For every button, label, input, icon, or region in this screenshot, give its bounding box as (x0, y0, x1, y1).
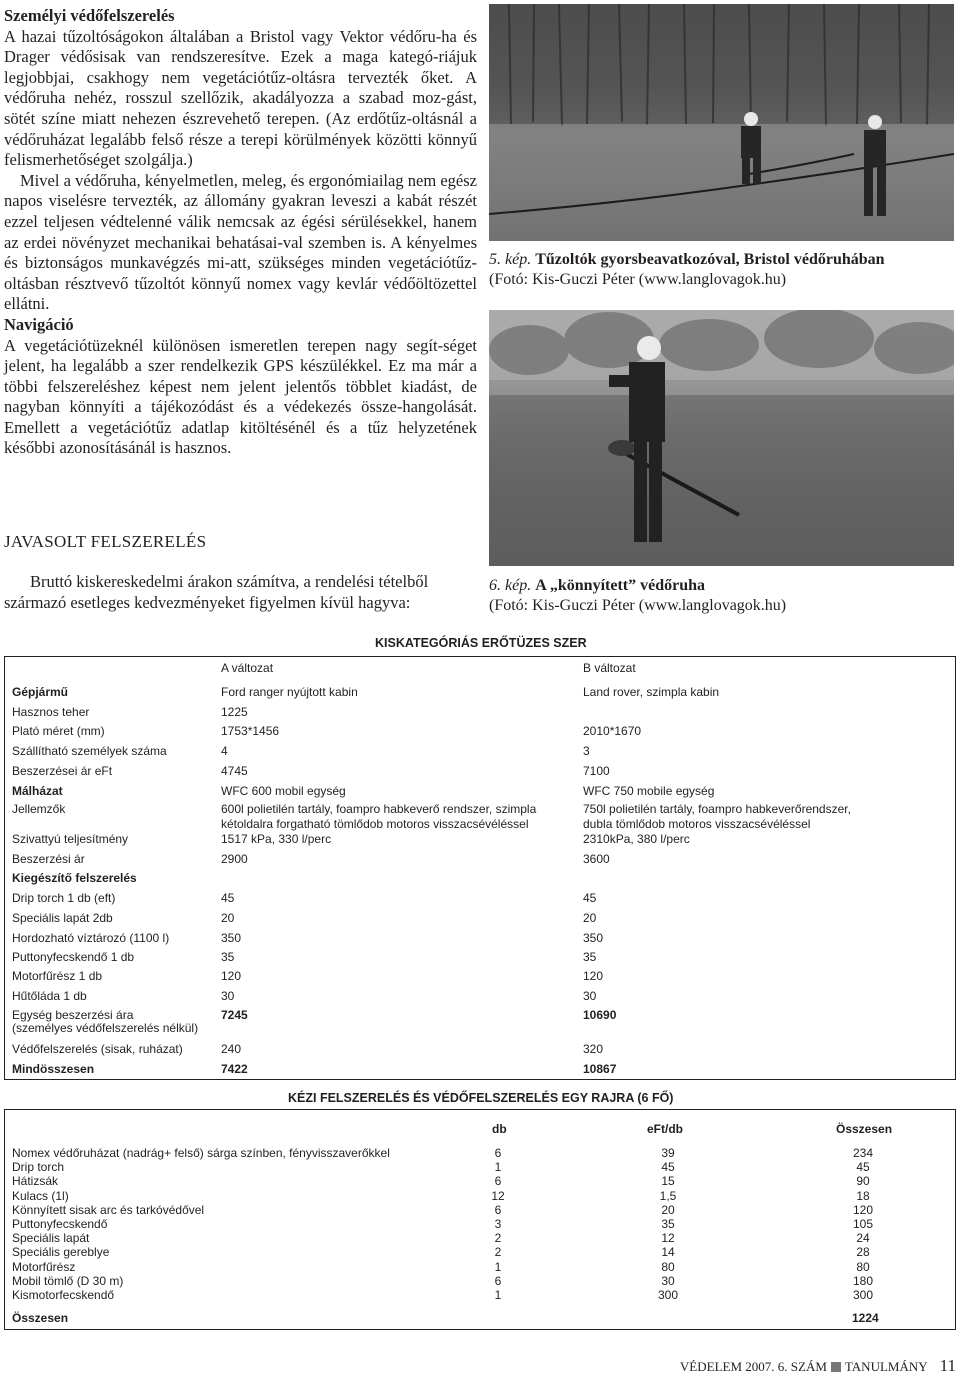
item-quantity: 6 (494, 1273, 502, 1288)
journal-issue: VÉDELEM 2007. 6. SZÁM (679, 1359, 827, 1374)
item-name: Puttonyfecskendő (12, 1217, 108, 1231)
row-label: Speciális lapát 2db (12, 911, 113, 925)
square-icon (831, 1362, 841, 1372)
item-unit-price: 35 (661, 1217, 675, 1231)
row-label: Hűtőláda 1 db (12, 989, 87, 1003)
cell-variant-b: WFC 750 mobile egység (583, 784, 715, 798)
cell-variant-a: 7245 (221, 1008, 248, 1022)
row-label: Hordozható víztározó (1100 l) (12, 931, 170, 945)
cell-variant-a: 4 (221, 744, 228, 758)
item-total: 234 (852, 1146, 874, 1160)
item-total: 80 (856, 1259, 870, 1274)
item-total: 18 (856, 1188, 870, 1203)
item-quantity: 2 (494, 1245, 502, 1260)
item-name: Nomex védőruházat (nadrág+ felső) sárga színben, fényvisszaverőkkel (12, 1146, 390, 1160)
cell-variant-b: 3600 (583, 852, 610, 866)
caption-number: 6. kép. (489, 577, 532, 594)
item-total: 90 (856, 1174, 870, 1189)
item-name: Speciális gereblye (12, 1245, 110, 1260)
row-label: Puttonyfecskendő 1 db (12, 950, 135, 964)
item-total: 28 (856, 1245, 870, 1260)
item-quantity: 2 (494, 1231, 502, 1246)
item-name: Kismotorfecskendő (12, 1288, 115, 1302)
row-label: Motorfűrész 1 db (12, 969, 103, 983)
item-quantity: 1 (494, 1259, 502, 1274)
item-total: 120 (852, 1202, 874, 1217)
cell-variant-a: 4745 (221, 764, 248, 778)
column-header-b: B változat (583, 661, 636, 675)
item-quantity: 12 (491, 1188, 505, 1203)
item-quantity: 6 (494, 1202, 502, 1217)
row-label: Málházat (12, 784, 63, 798)
caption-title: Tűzoltók gyorsbeavatkozóval, Bristol védőruhában (535, 251, 885, 268)
row-label: Beszerzési ár (12, 852, 85, 866)
cell-variant-a: 45 (221, 891, 235, 905)
caption-number: 5. kép. (489, 251, 532, 268)
column-header-db: db (492, 1122, 507, 1136)
row-label: Mindösszesen (12, 1062, 95, 1076)
item-total: 45 (856, 1160, 870, 1175)
row-label: Hasznos teher (12, 705, 90, 719)
item-name: Mobil tömlő (D 30 m) (12, 1273, 124, 1288)
paragraph: A vegetációtüzeknél különösen ismeretlen terepen nagy segít-séget jelent, ha legalább a szer rendelkezik GPS készülékkel. Ez ma már a többi felszereléshez képest nem jelent jelentős többlet kiadást, de nagyban könnyíti a tájékozódást és a védekezés össze-hangolását. Emellett a vegetációtűz adatlap kitöltésénél és a tűz helyzetének későbbi azonosításánál is hasznos. (4, 335, 477, 458)
column-header-a: A változat (221, 661, 274, 675)
item-name: Hátizsák (12, 1174, 59, 1189)
row-label: Védőfelszerelés (sisak, ruházat) (12, 1042, 183, 1056)
cell-variant-b: 350 (583, 931, 604, 945)
cell-variant-b: 2310kPa, 380 l/perc (583, 832, 690, 846)
section-title: JAVASOLT FELSZERELÉS (4, 532, 207, 551)
column-header-eft: eFt/db (647, 1122, 683, 1136)
cell-variant-a: 20 (221, 911, 235, 925)
item-unit-price: 14 (661, 1245, 675, 1260)
item-unit-price: 20 (661, 1202, 675, 1217)
intro-paragraph: Bruttó kiskereskedelmi árakon számítva, a rendelési tételből származó esetleges kedvezményeket figyelmen kívül hagyva: (4, 572, 429, 612)
cell-variant-a: 30 (221, 989, 235, 1003)
item-unit-price: 15 (661, 1174, 675, 1189)
total-label: Összesen (12, 1311, 69, 1325)
row-label: Kiegészítő felszerelés (12, 871, 137, 885)
row-label: Szállítható személyek száma (12, 744, 167, 758)
cell-variant-a: 35 (221, 950, 235, 964)
row-label: Gépjármű (12, 685, 69, 699)
item-total: 24 (856, 1231, 870, 1246)
cell-variant-a: 350 (221, 931, 242, 945)
cell-variant-b: 320 (583, 1042, 604, 1056)
caption-photo-5 (489, 250, 957, 290)
cell-variant-a: WFC 600 mobil egység (221, 784, 346, 798)
cell-variant-a: 240 (221, 1042, 242, 1056)
total-value: 1224 (852, 1311, 879, 1325)
item-quantity: 6 (494, 1174, 502, 1189)
caption-title: A „könnyített” védőruha (535, 577, 705, 594)
row-label: (személyes védőfelszerelés nélkül) (12, 1021, 199, 1035)
cell-variant-a: 1753*1456 (221, 724, 280, 738)
table1-frame (4, 656, 956, 1080)
cell-variant-a: Ford ranger nyújtott kabin (221, 685, 358, 699)
row-label: Egység beszerzési ára (12, 1008, 134, 1022)
item-total: 105 (852, 1217, 874, 1231)
cell-variant-b: dubla tömlődob motoros visszacsévéléssel (583, 817, 811, 831)
photo-firefighters-hose (489, 4, 954, 241)
cell-variant-a: 120 (221, 969, 242, 983)
cell-variant-a: 7422 (221, 1062, 248, 1076)
cell-variant-b: 750l polietilén tartály, foampro habkeverőrendszer, (583, 802, 851, 816)
item-unit-price: 1,5 (659, 1188, 677, 1203)
section-name: TANULMÁNY (844, 1359, 928, 1374)
cell-variant-b: 45 (583, 891, 597, 905)
caption-credit: (Fotó: Kis-Guczi Péter (www.langlovagok.hu) (489, 597, 787, 614)
item-unit-price: 39 (661, 1146, 675, 1160)
item-total: 180 (852, 1273, 874, 1288)
item-unit-price: 30 (661, 1273, 675, 1288)
item-unit-price: 12 (661, 1231, 675, 1246)
table2-title: KÉZI FELSZERELÉS ÉS VÉDŐFELSZERELÉS EGY RAJRA (6 FŐ) (288, 1091, 674, 1105)
item-quantity: 1 (494, 1288, 502, 1302)
item-name: Speciális lapát (12, 1231, 90, 1246)
item-name: Kulacs (1l) (12, 1188, 69, 1203)
paragraph: A hazai tűzoltóságokon általában a Bristol vagy Vektor védőru-ha és Drager védősisak van rendszeresítve. Ezek a maga kategó-riájuk legjobbjai, csakhogy nem vegetációtűz-oltásra tervezték őket. A védőruha nehéz, rosszul szellőzik, akadályozza a szabad moz-gást, sötét színe miatt nehezen észrevehető terepen. (Az erdőtűz-oltásnál a védőruházat legalább felső része a terepi körülmények közötti könnyű felismerhetőséget szolgálja.) (4, 26, 477, 170)
item-quantity: 1 (494, 1160, 502, 1175)
paragraph: Mivel a védőruha, kényelmetlen, meleg, és ergonómiailag nem egész napos viselésre tervezték, az állomány gyakran leveszi a kabát részét ezzel teljesen védtelenné válik nemcsak az égési sérülésekkel, hanem az erdei növényzet mechanikai behatásai-val szemben is. A kényelmes és biztonságos munkavégzés mi-att, szükséges minden vegetációtűz-oltásban résztvevő tűzoltót könnyű nomex vagy kevlár védőöltözettel ellátni. (4, 170, 477, 314)
heading-personal-protective: Személyi védőfelszerelés (4, 6, 175, 25)
cell-variant-b: 3 (583, 744, 590, 758)
cell-variant-a: kétoldalra forgatható tömlődob motoros visszacsévéléssel (221, 817, 529, 831)
table1-title: KISKATEGÓRIÁS ERŐTÜZES SZER (375, 636, 587, 650)
item-name: Könnyített sisak arc és tarkóvédővel (12, 1202, 205, 1217)
row-label: Plató méret (mm) (12, 724, 105, 738)
cell-variant-b: 120 (583, 969, 604, 983)
page-footer (680, 1356, 956, 1374)
cell-variant-b: 10690 (583, 1008, 617, 1022)
cell-variant-b: 30 (583, 989, 597, 1003)
item-quantity: 3 (494, 1217, 502, 1231)
photo-light-protective-suit (489, 310, 954, 566)
cell-variant-b: Land rover, szimpla kabin (583, 685, 720, 699)
cell-variant-a: 1225 (221, 705, 248, 719)
heading-navigation: Navigáció (4, 314, 74, 334)
cell-variant-a: 2900 (221, 852, 248, 866)
cell-variant-a: 1517 kPa, 330 l/perc (221, 832, 332, 846)
row-label: Szivattyú teljesítmény (12, 832, 129, 846)
column-header-total: Összesen (836, 1122, 893, 1136)
cell-variant-b: 2010*1670 (583, 724, 642, 738)
item-total: 300 (852, 1288, 874, 1302)
item-name: Motorfűrész (12, 1259, 76, 1274)
item-unit-price: 80 (661, 1259, 675, 1274)
cell-variant-b: 20 (583, 911, 597, 925)
caption-credit: (Fotó: Kis-Guczi Péter (www.langlovagok.hu) (489, 271, 787, 288)
cell-variant-a: 600l polietilén tartály, foampro habkeverő rendszer, szimpla (221, 802, 537, 816)
row-label: Beszerzései ár eFt (12, 764, 113, 778)
item-quantity: 6 (494, 1146, 502, 1160)
cell-variant-b: 7100 (583, 764, 610, 778)
item-name: Drip torch (12, 1160, 65, 1175)
caption-photo-6 (489, 576, 957, 616)
cell-variant-b: 10867 (583, 1062, 617, 1076)
cell-variant-b: 35 (583, 950, 597, 964)
item-unit-price: 45 (661, 1160, 675, 1175)
item-unit-price: 300 (657, 1288, 679, 1302)
article-body (4, 6, 477, 459)
page-number: 11 (939, 1356, 956, 1374)
row-label: Drip torch 1 db (eft) (12, 891, 116, 905)
row-label: Jellemzők (12, 802, 66, 816)
